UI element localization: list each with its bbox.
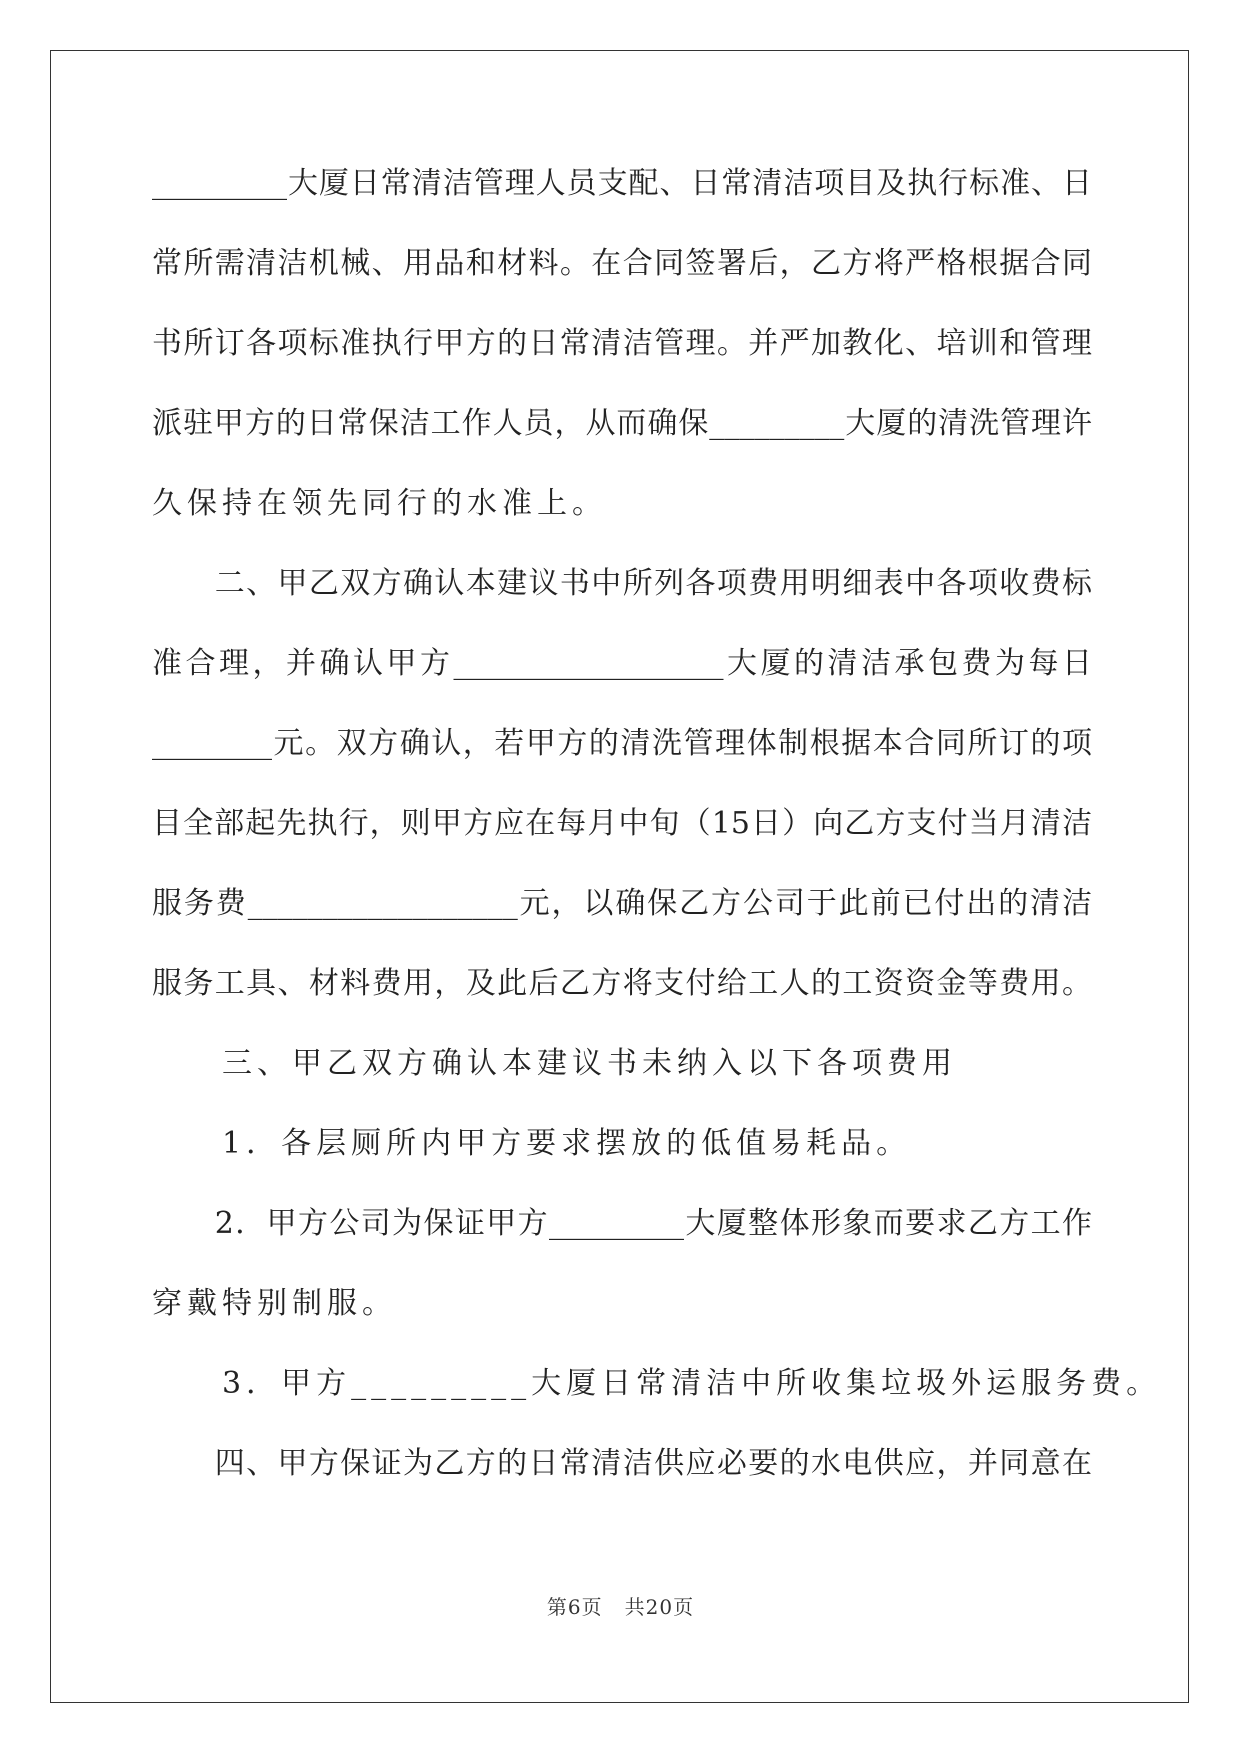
document-body (152, 148, 1162, 1508)
text-line: 2．甲方公司为保证甲方_________大厦整体形象而要求乙方工作 (152, 1206, 1092, 1241)
text-line: 服务费__________________元，以确保乙方公司于此前已付出的清洁 (152, 886, 1092, 921)
text-line: 四、甲方保证为乙方的日常清洁供应必要的水电供应，并同意在 (152, 1446, 1092, 1481)
page-footer (0, 1591, 1241, 1620)
page-number: 第6页 (546, 1595, 603, 1619)
text-line: 1．各层厕所内甲方要求摆放的低值易耗品。 (152, 1126, 912, 1161)
text-line: 二、甲乙双方确认本建议书中所列各项费用明细表中各项收费标 (152, 566, 1092, 601)
page-total: 共20页 (624, 1595, 695, 1619)
text-line: 派驻甲方的日常保洁工作人员，从而确保_________大厦的清洗管理许 (152, 406, 1092, 441)
text-line: 书所订各项标准执行甲方的日常清洁管理。并严加教化、培训和管理 (152, 326, 1092, 361)
text-line: 3．甲方_________大厦日常清洁中所收集垃圾外运服务费。 (152, 1366, 1162, 1401)
text-line: _________大厦日常清洁管理人员支配、日常清洁项目及执行标准、日 (152, 166, 1092, 201)
text-line: 久保持在领先同行的水准上。 (152, 486, 607, 521)
text-line: 准合理，并确认甲方__________________大厦的清洁承包费为每日 (152, 646, 1092, 681)
text-line: 常所需清洁机械、用品和材料。在合同签署后，乙方将严格根据合同 (152, 246, 1092, 281)
text-line: 三、甲乙双方确认本建议书未纳入以下各项费用 (152, 1046, 957, 1081)
text-line: 目全部起先执行，则甲方应在每月中旬（15日）向乙方支付当月清洁 (152, 806, 1092, 841)
text-line: ________元。双方确认，若甲方的清洗管理体制根据本合同所订的项 (152, 726, 1092, 761)
text-line: 服务工具、材料费用，及此后乙方将支付给工人的工资资金等费用。 (152, 966, 1092, 1001)
text-line: 穿戴特别制服。 (152, 1286, 397, 1321)
